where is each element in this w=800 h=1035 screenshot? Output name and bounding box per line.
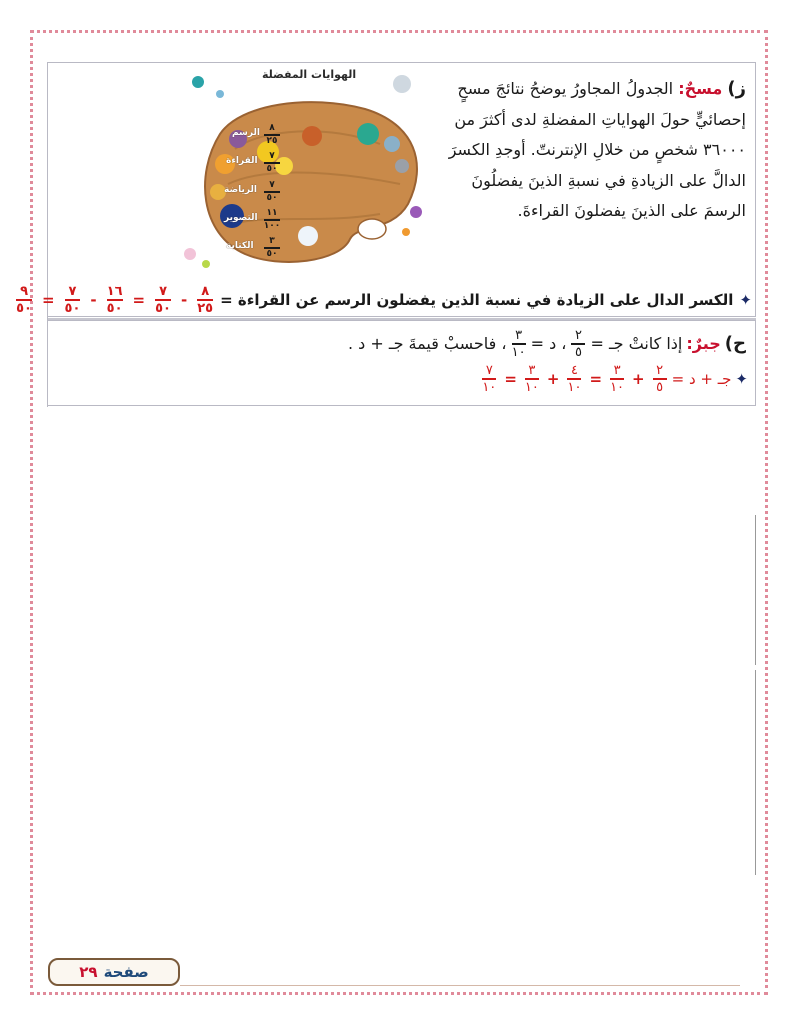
answer-z-fraction: $\frac{١٦}{٥٠}$ <box>106 284 123 316</box>
answer-z-operator: - <box>90 290 97 309</box>
page-number-tab <box>48 958 180 986</box>
answer-z-text: الكسر الدال على الزيادة في نسبة الذين يفضلون الرسم عن القراءة = <box>220 290 734 309</box>
palette-title: الهوايات المفضلة <box>262 68 357 81</box>
answer-h-operator: = <box>504 369 517 388</box>
answer-z-fraction: $\frac{٧}{٥٠}$ <box>155 284 171 316</box>
answer-z-fraction: $\frac{٩}{٥٠}$ <box>16 284 32 316</box>
palette-label-sports: الرياضة <box>224 185 257 195</box>
palette-fraction-photography: ١١ ١٠٠ <box>263 208 281 231</box>
palette-illustration <box>180 64 428 274</box>
question-h <box>348 329 746 359</box>
answer-h-fraction: $\frac{٣}{١٠}$ <box>524 363 539 395</box>
answer-z-fraction: $\frac{٨}{٢٥}$ <box>197 284 214 316</box>
question-z <box>446 74 746 227</box>
palette-label-drawing: الرسم <box>232 128 260 138</box>
star-bullet-icon: ✦ <box>735 369 748 388</box>
right-rule <box>755 515 756 665</box>
footer-rule <box>180 985 740 986</box>
question-h-text-3: ، فاحسبْ قيمةَ جـ + د . <box>348 334 507 354</box>
palette-fraction-reading: ٧ ٥٠ <box>262 152 282 174</box>
question-h-topic: جبرٌ: <box>686 334 721 354</box>
answer-z-operator: - <box>180 290 188 309</box>
answer-h-lhs: جـ + د = <box>671 369 732 388</box>
palette-label-photography: التصوير <box>224 213 258 223</box>
answer-h-fraction: $\frac{٤}{١٠}$ <box>567 363 582 395</box>
question-h-label: ح) <box>724 333 746 355</box>
question-h-text-2: ، د = <box>530 334 567 354</box>
question-h-fraction-j: $\frac{٢}{٥}$ <box>571 329 585 359</box>
palette-image <box>180 64 428 274</box>
answer-h-operator: = <box>589 369 603 388</box>
question-z-topic: مسحٌ: <box>678 79 723 98</box>
answer-z-operator: = <box>41 290 55 309</box>
answer-h-fraction: $\frac{٢}{٥}$ <box>653 364 667 394</box>
answer-h-fraction: $\frac{٧}{١٠}$ <box>482 363 497 395</box>
page-label: صفحة <box>103 963 149 981</box>
answer-h <box>481 364 748 394</box>
answer-z <box>15 285 752 315</box>
page-number: ٢٩ <box>79 963 98 981</box>
palette-fraction-drawing: ٨ ٢٥ <box>262 124 282 146</box>
answer-z-operator: = <box>132 290 146 309</box>
answer-h-operator: + <box>632 369 645 388</box>
question-z-label: ز) <box>727 78 746 99</box>
palette-label-reading: القراءة <box>226 156 258 166</box>
palette-fraction-writing: ٣ ٥٠ <box>262 237 282 259</box>
question-z-text: الجدولُ المجاورُ يوضحُ نتائجَ مسحٍ إحصائيٍّ حولَ الهواياتِ المفضلةِ لدى أكثرَ من ٣٦٠٠٠ شخصٍ من خلالِ الإنترنتّ. أوجدِ الكسرَ الدالَّ على الزيادةِ في نسبةِ الذينَ يفضلُونَ الرسمَ على الذينَ يفضلونَ القراءةَ. <box>448 79 746 220</box>
question-h-text-1: إذا كانتْ جـ = <box>590 334 683 354</box>
question-h-fraction-d: $\frac{٣}{١٠}$ <box>511 328 526 360</box>
palette-label-writing: الكتابة <box>226 241 254 251</box>
star-bullet-icon: ✦ <box>739 290 752 309</box>
answer-h-operator: + <box>546 369 560 388</box>
right-rule <box>755 670 756 875</box>
palette-fraction-sports: ٧ ٥٠ <box>262 181 282 203</box>
answer-z-fraction: $\frac{٧}{٥٠}$ <box>64 284 81 316</box>
answer-h-fraction: $\frac{٣}{١٠}$ <box>610 363 625 395</box>
